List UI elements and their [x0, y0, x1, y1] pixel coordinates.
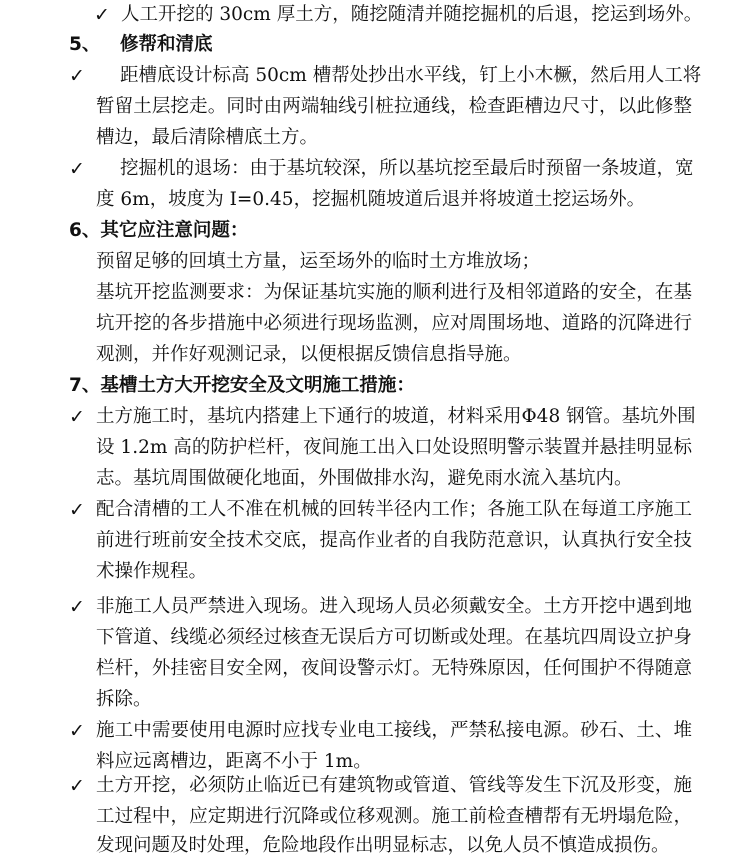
- intro-item-text: 人工开挖的 30cm 厚土方，随挖随清并随挖掘机的后退，挖运到场外。: [121, 4, 703, 25]
- check-mark-icon: ✓: [69, 596, 85, 618]
- check-mark-icon: ✓: [69, 720, 85, 742]
- check-mark-icon: ✓: [69, 499, 85, 521]
- check-mark-icon: ✓: [69, 158, 85, 180]
- section-5-number: 5、: [69, 34, 101, 55]
- document-page: ✓ 人工开挖的 30cm 厚土方，随挖随清并随挖掘机的后退，挖运到场外。 5、 修帮和清底 ✓ 距槽底设计标高 50cm 槽帮处抄出水平线，钉上小木橛，然后用人工将 暂留土层挖走。同时由两端轴线引桩拉通线，检查距槽边尺寸，以此修整 槽边，最后清除槽底土方。 ✓ 挖掘机的退场：由于基坑较深，所以基坑挖至最后时预留一条坡道，宽 度 6m，坡度为 I=0.45，挖掘机随坡道后退并将坡道土挖运场外。 6、其它应注意问题： 预留足够的回填土方量，运至场外的临时土方堆放场； 基坑开挖监测要求：为保证基坑实施的顺利进行及相邻道路的安全，在基 坑开挖的各步措施中必须进行现场监测，应对周围场地、道路的沉降进行 观测，并作好观测记录，以便根据反馈信息指导施。 7、基槽土方大开挖安全及文明施工措施： ✓ 土方施工时，基坑内搭建上下通行的坡道，材料采用Φ48 钢管。基坑外围 设 1.2m 高的防护栏杆，夜间施工出入口处设照明警示装置并悬挂明显标 志。基坑周围做硬化地面，外围做排水沟，避免雨水流入基坑内。 ✓ 配合清槽的工人不准在机械的回转半径内工作；各施工队在每道工序施工 前进行班前安全技术交底，提高作业者的自我防范意识，认真执行安全技 术操作规程。 ✓ 非施工人员严禁进入现场。进入现场人员必须戴安全。土方开挖中遇到地 下管道、线缆必须经过核查无误后方可切断或处理。在基坑四周设立护身 栏杆，外挂密目安全网，夜间设警示灯。无特殊原因，任何围护不得随意 拆除。 ✓ 施工中需要使用电源时应找专业电工接线，严禁私接电源。砂石、土、堆 料应远离槽边，距离不小于 1m。 ✓ 土方开挖，必须防止临近已有建筑物或管道、管线等发生下沉及形变，施 工过程中，应定期进行沉降或位移观测。施工前检查槽帮有无坍塌危险， 发现问题及时处理，危险地段作出明显标志，以免人员不慎造成损伤。: [0, 0, 746, 862]
- check-mark-icon: ✓: [69, 406, 85, 428]
- section-5-title: 修帮和清底: [120, 34, 213, 55]
- check-mark-icon: ✓: [69, 65, 85, 87]
- check-mark-icon: ✓: [69, 775, 85, 797]
- check-mark-icon: ✓: [94, 4, 110, 26]
